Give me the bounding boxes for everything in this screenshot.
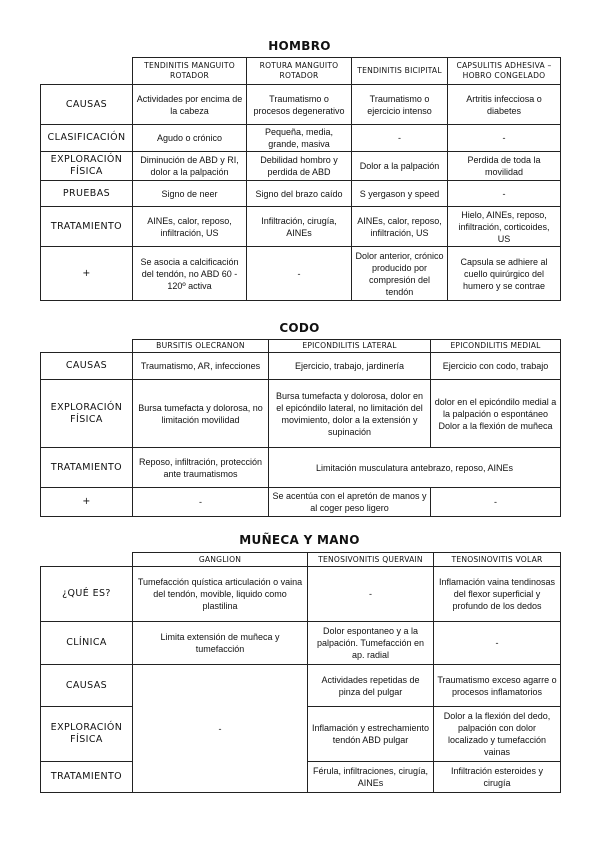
row-label: EXPLORACIÓN FÍSICA xyxy=(41,380,133,448)
table-cell: Tumefacción quística articulación o vaina del tendón, movible, liquido como plastilina xyxy=(133,567,308,622)
section-title-codo: CODO xyxy=(279,321,320,335)
table-cell: - xyxy=(133,665,308,793)
row-label: EXPLORACIÓN FÍSICA xyxy=(41,707,133,762)
table-cell: Reposo, infiltración, protección ante traumatismos xyxy=(133,448,269,488)
table-cell: Agudo o crónico xyxy=(133,125,247,152)
corner-cell xyxy=(41,553,133,567)
row-label: TRATAMIENTO xyxy=(41,762,133,793)
row-label: CLÍNICA xyxy=(41,622,133,665)
table-cell: Dolor anterior, crónico producido por compresión del tendón xyxy=(352,247,448,301)
row-label: ¿QUÉ ES? xyxy=(41,567,133,622)
row-label: CAUSAS xyxy=(41,353,133,380)
table-row xyxy=(41,85,561,125)
row-label: TRATAMIENTO xyxy=(41,207,133,247)
table-cell: - xyxy=(352,125,448,152)
table-cell: Signo de neer xyxy=(133,181,247,207)
table-cell: Actividades por encima de la cabeza xyxy=(133,85,247,125)
table-cell: Inflamación y estrechamiento tendón ABD pulgar xyxy=(308,707,434,762)
table-header-row xyxy=(41,340,561,353)
table-row xyxy=(41,152,561,181)
column-header: EPICONDILITIS LATERAL xyxy=(269,340,431,353)
column-header: TENDINITIS BICIPITAL xyxy=(352,58,448,85)
table-cell: - xyxy=(431,488,561,517)
table-cell: Bursa tumefacta y dolorosa, dolor en el epicóndilo lateral, no limitación del movimiento, dolor a la extensión y supinación xyxy=(269,380,431,448)
table-row xyxy=(41,353,561,380)
table-cell: Dolor espontaneo y a la palpación. Tumefacción en ap. radial xyxy=(308,622,434,665)
table-cell: Diminución de ABD y RI, dolor a la palpación xyxy=(133,152,247,181)
row-label: TRATAMIENTO xyxy=(41,448,133,488)
table-cell: Traumatismo o procesos degenerativo xyxy=(247,85,352,125)
table-cell: Dolor a la flexión del dedo, palpación con dolor localizado y tumefacción vainas xyxy=(434,707,561,762)
table-cell: Traumatismo exceso agarre o procesos inflamatorios xyxy=(434,665,561,707)
row-label: CAUSAS xyxy=(41,665,133,707)
table-cell: Inflamación vaina tendinosas del flexor superficial y profundo de los dedos xyxy=(434,567,561,622)
table-cell: - xyxy=(308,567,434,622)
table-cell: Dolor a la palpación xyxy=(352,152,448,181)
section-title-hombro: HOMBRO xyxy=(268,39,331,53)
table-row xyxy=(41,380,561,448)
column-header: GANGLION xyxy=(133,553,308,567)
table-cell: S yergason y speed xyxy=(352,181,448,207)
row-label: + xyxy=(41,247,133,301)
table-cell: - xyxy=(133,488,269,517)
table-cell: Capsula se adhiere al cuello quirúrgico del humero y se contrae xyxy=(448,247,561,301)
table-cell: Debilidad hombro y perdida de ABD xyxy=(247,152,352,181)
table-cell: - xyxy=(434,622,561,665)
table-cell: AINEs, calor, reposo, infiltración, US xyxy=(352,207,448,247)
column-header: ROTURA MANGUITO ROTADOR xyxy=(247,58,352,85)
column-header: CAPSULITIS ADHESIVA – HOBRO CONGELADO xyxy=(448,58,561,85)
codo-table xyxy=(40,339,561,517)
table-row xyxy=(41,247,561,301)
column-header: EPICONDILITIS MEDIAL xyxy=(431,340,561,353)
table-cell: Infiltración esteroides y cirugía xyxy=(434,762,561,793)
row-label: PRUEBAS xyxy=(41,181,133,207)
table-cell: AINEs, calor, reposo, infiltración, US xyxy=(133,207,247,247)
table-row xyxy=(41,448,561,488)
column-header: BURSITIS OLECRANON xyxy=(133,340,269,353)
table-cell: dolor en el epicóndilo medial a la palpación o espontáneo Dolor a la flexión de muñeca xyxy=(431,380,561,448)
table-row xyxy=(41,181,561,207)
table-header-row xyxy=(41,553,561,567)
row-label: CLASIFICACIÓN xyxy=(41,125,133,152)
table-cell: Pequeña, media, grande, masiva xyxy=(247,125,352,152)
table-cell: Artritis infecciosa o diabetes xyxy=(448,85,561,125)
table-cell: - xyxy=(247,247,352,301)
row-label: CAUSAS xyxy=(41,85,133,125)
table-row xyxy=(41,665,561,707)
column-header: TENDINITIS MANGUITO ROTADOR xyxy=(133,58,247,85)
table-cell: Infiltración, cirugía, AINEs xyxy=(247,207,352,247)
row-label: + xyxy=(41,488,133,517)
row-label: EXPLORACIÓN FÍSICA xyxy=(41,152,133,181)
table-row xyxy=(41,622,561,665)
table-row xyxy=(41,125,561,152)
table-cell: Se acentúa con el apretón de manos y al coger peso ligero xyxy=(269,488,431,517)
corner-cell xyxy=(41,58,133,85)
table-cell: Ejercicio con codo, trabajo xyxy=(431,353,561,380)
muneca-table xyxy=(40,552,561,793)
table-cell: Actividades repetidas de pinza del pulgar xyxy=(308,665,434,707)
table-cell: Hielo, AINEs, reposo, infiltración, corticoides, US xyxy=(448,207,561,247)
table-cell: - xyxy=(448,125,561,152)
table-cell: Férula, infiltraciones, cirugía, AINEs xyxy=(308,762,434,793)
column-header: TENOSIVONITIS QUERVAIN xyxy=(308,553,434,567)
table-cell: Se asocia a calcificación del tendón, no ABD 60 - 120º activa xyxy=(133,247,247,301)
table-cell: Traumatismo o ejercicio intenso xyxy=(352,85,448,125)
hombro-table xyxy=(40,57,561,301)
table-cell: Limita extensión de muñeca y tumefacción xyxy=(133,622,308,665)
table-cell: Perdida de toda la movilidad xyxy=(448,152,561,181)
table-cell: Traumatismo, AR, infecciones xyxy=(133,353,269,380)
column-header: TENOSINOVITIS VOLAR xyxy=(434,553,561,567)
section-title-muneca: MUÑECA Y MANO xyxy=(239,533,360,547)
table-cell: Bursa tumefacta y dolorosa, no limitación movilidad xyxy=(133,380,269,448)
table-row xyxy=(41,207,561,247)
table-header-row xyxy=(41,58,561,85)
table-row xyxy=(41,488,561,517)
table-cell: - xyxy=(448,181,561,207)
table-cell: Signo del brazo caído xyxy=(247,181,352,207)
table-cell: Limitación musculatura antebrazo, reposo, AINEs xyxy=(269,448,561,488)
table-row xyxy=(41,567,561,622)
corner-cell xyxy=(41,340,133,353)
table-cell: Ejercicio, trabajo, jardinería xyxy=(269,353,431,380)
